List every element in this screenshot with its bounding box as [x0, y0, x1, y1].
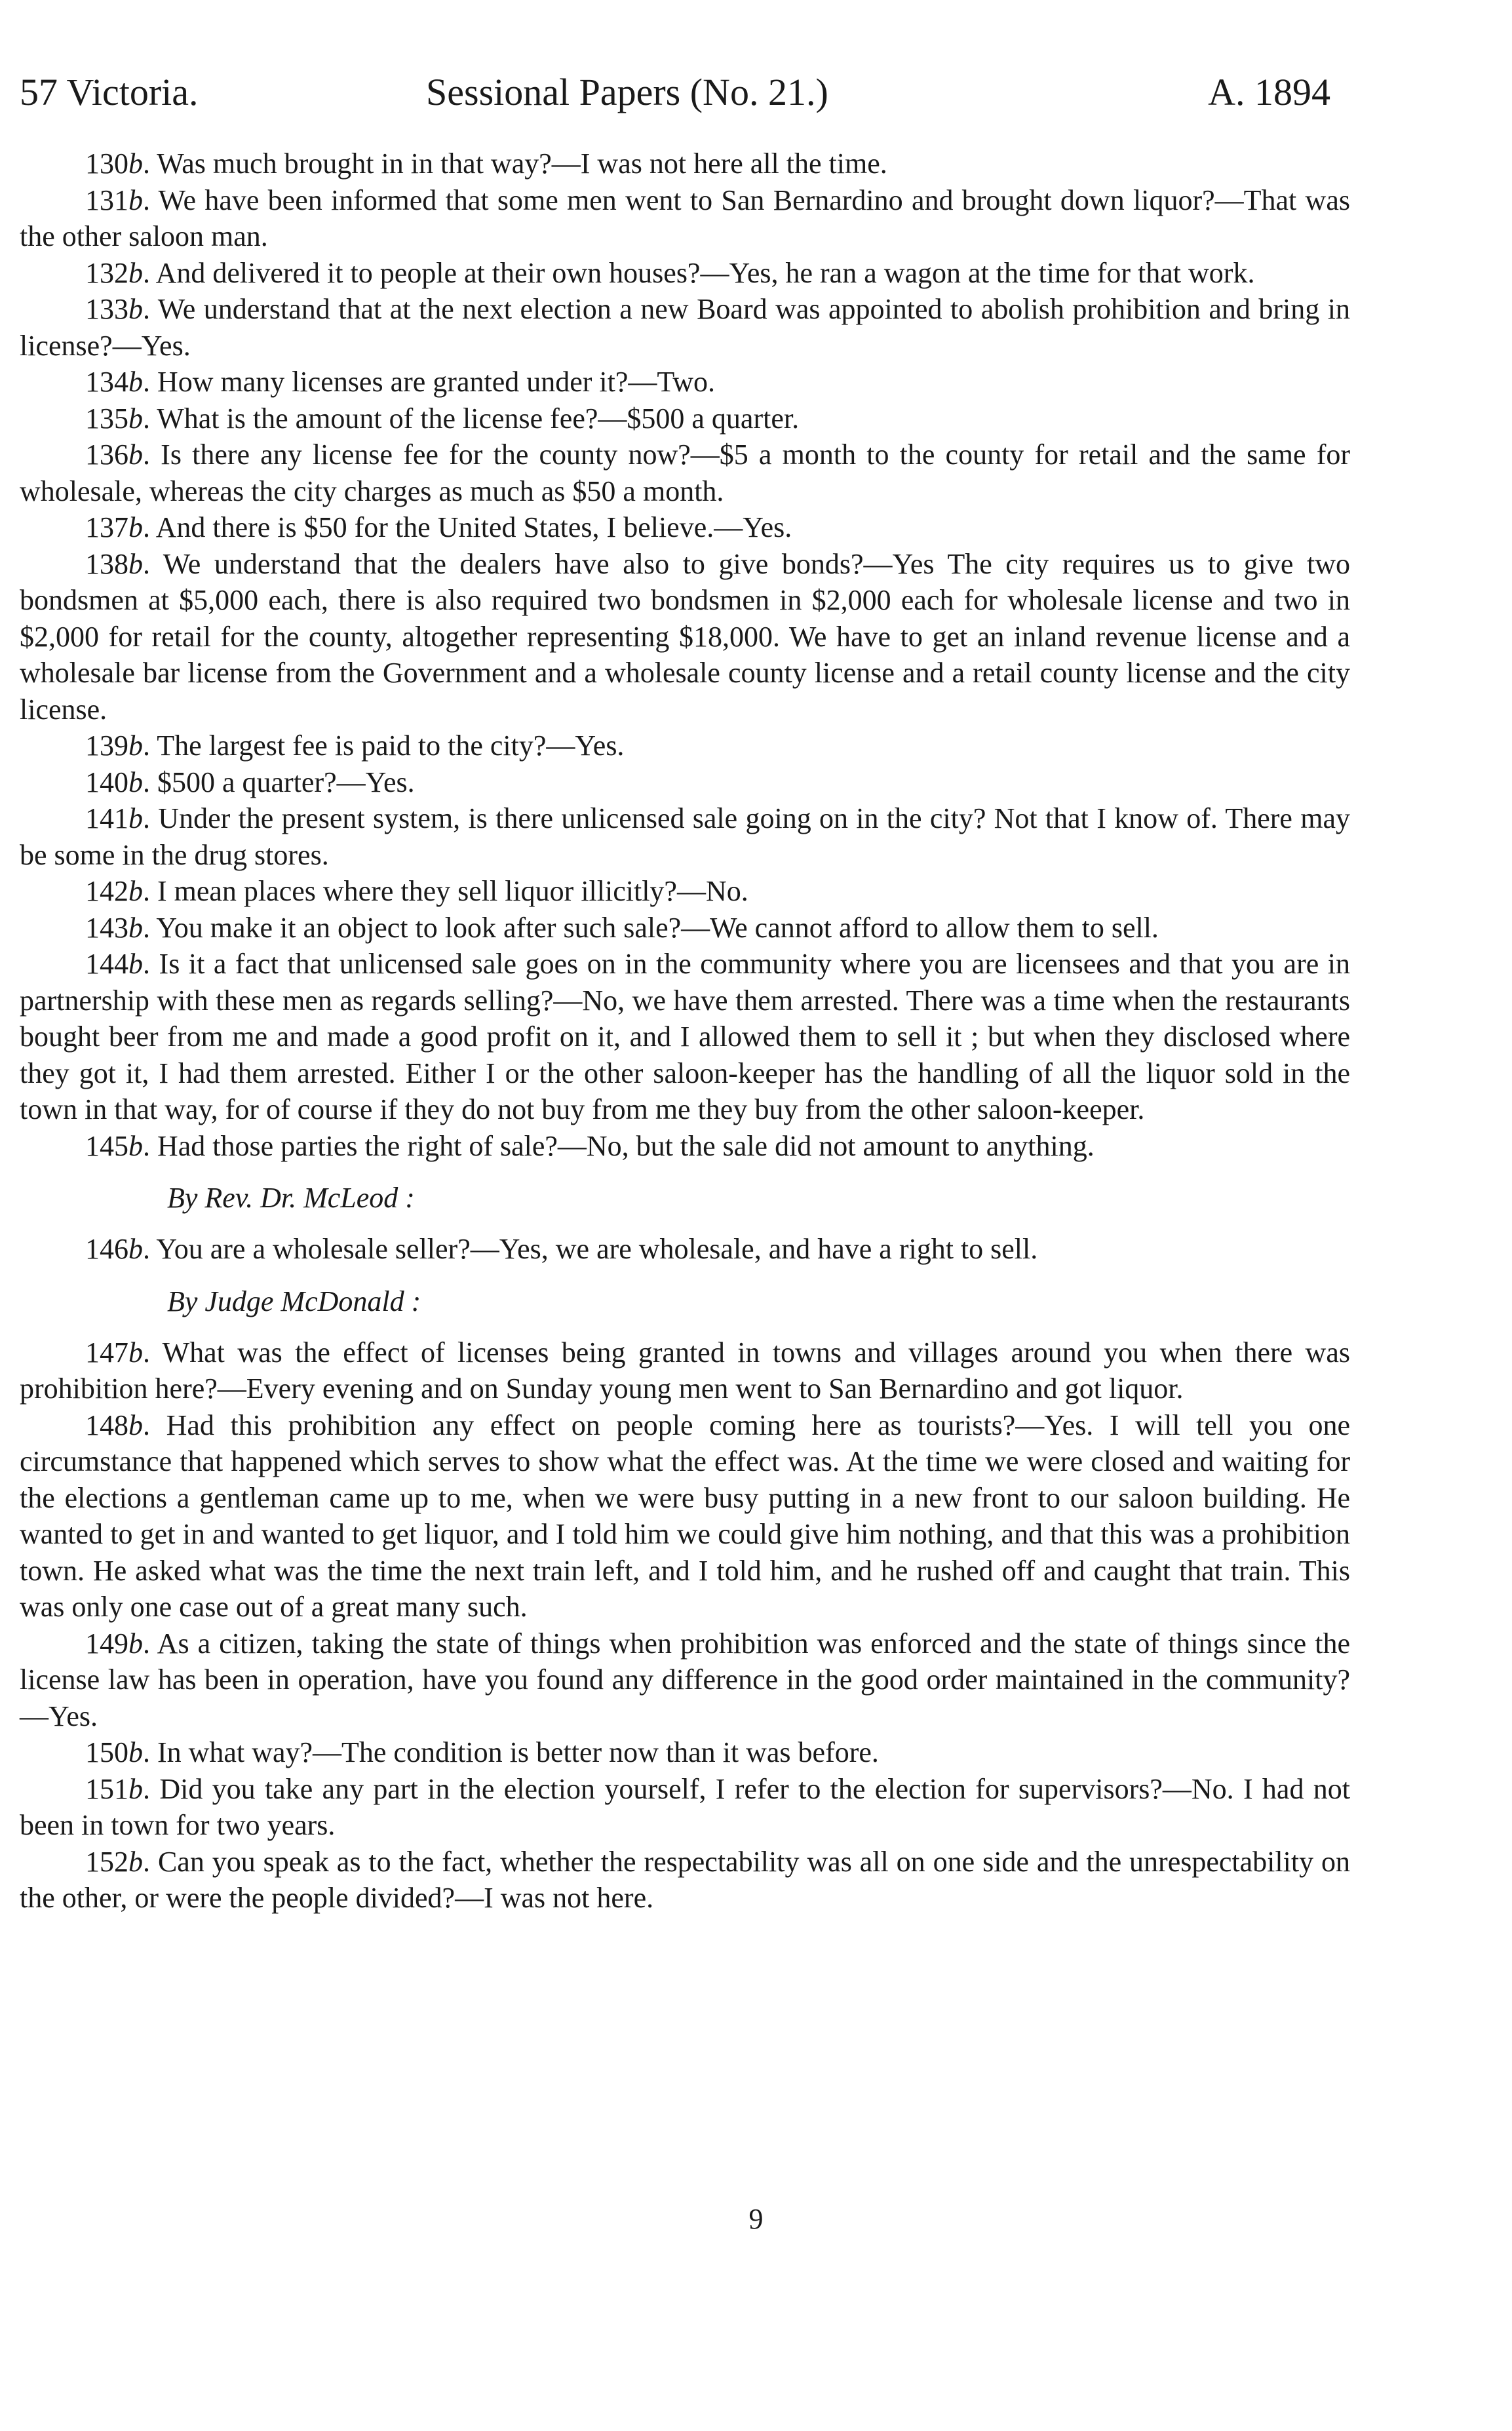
examiner-heading: By Judge McDonald :: [167, 1285, 421, 1317]
examiner-heading: By Rev. Dr. McLeod :: [167, 1182, 415, 1214]
question-answer: [20, 1771, 1350, 1844]
question-number: 136b.: [85, 438, 161, 471]
question-text: We have been informed that some men went to San Bernardino and brought down liquor?—That was the other saloon man.: [20, 184, 1350, 252]
running-header: [20, 63, 1330, 122]
question-answer: [20, 1128, 1350, 1165]
question-text: You make it an object to look after such sale?—We cannot afford to allow them to sell.: [156, 911, 1159, 944]
question-text: Under the present system, is there unlicensed sale going on in the city? Not that I know of. There may be some in the drug stores.: [20, 802, 1350, 871]
testimony-body: [20, 146, 1350, 1916]
question-number: 130b.: [85, 147, 157, 180]
question-number: 142b.: [85, 875, 157, 907]
question-answer: [20, 1844, 1350, 1916]
question-answer: [20, 437, 1350, 509]
question-number: 143b.: [85, 911, 157, 944]
question-number: 146b.: [85, 1233, 157, 1265]
page-number: 9: [748, 2203, 764, 2235]
question-number: 138b.: [85, 547, 163, 580]
question-text: Had this prohibition any effect on people coming here as tourists?—Yes. I will tell you one circumstance that happened which serves to show what the effect was. At the time we were closed and waiting for the elections a gentleman came up to me, when we were busy putting in a new front to our saloon building. He wanted to get in and wanted to get liquor, and I told him we could give him nothing, and that this was a prohibition town. He asked what was the time the next train left, and I told him, and he rushed off and caught that train. This was only one case out of a great many such.: [20, 1409, 1350, 1623]
question-number: 145b.: [85, 1129, 157, 1162]
question-answer: [20, 400, 1350, 437]
question-answer: [20, 1407, 1350, 1625]
question-number: 150b.: [85, 1736, 157, 1768]
question-text: Is it a fact that unlicensed sale goes on in the community where you are licensees and that you are in partnership with these men as regards selling?—No, we have them arrested. There was a time when the restaurants bought beer from me and made a good profit on it, and I allowed them to sell it ; but when they disclosed where they got it, I had them arrested. Either I or the other saloon-keeper has the handling of all the liquor sold in the town in that way, for of course if they do not buy from me they buy from the other saloon-keeper.: [20, 948, 1351, 1125]
question-text: Is there any license fee for the county now?—$5 a month to the county for retail and the same for wholesale, whereas the city charges as much as $50 a month.: [20, 438, 1351, 507]
question-answer: [20, 146, 1350, 182]
question-text: Was much brought in in that way?—I was not here all the time.: [157, 147, 887, 180]
question-text: We understand that the dealers have also to give bonds?—Yes The city requires us to give two bondsmen at $5,000 each, there is also required two bondsmen in $2,000 each for wholesale license and two in $2,000 for retail for the county, altogether representing $18,000. We have to get an inland revenue license and a wholesale bar license from the Government and a wholesale county license and a retail county license and the city license.: [20, 547, 1350, 726]
header-title: Sessional Papers (No. 21.): [426, 71, 828, 113]
question-answer: [20, 764, 1350, 801]
question-text: And delivered it to people at their own houses?—Yes, he ran a wagon at the time for that work.: [155, 256, 1255, 289]
question-answer: [20, 800, 1350, 873]
question-number: 140b.: [85, 766, 157, 798]
question-number: 132b.: [85, 256, 156, 289]
question-answer: [20, 873, 1350, 910]
question-answer: [20, 1625, 1350, 1735]
question-answer: [20, 182, 1350, 255]
question-answer: [20, 546, 1350, 728]
question-answer: [20, 364, 1350, 400]
question-answer: [20, 1231, 1350, 1268]
question-text: What was the effect of licenses being granted in towns and villages around you when there was prohibition here?—Every evening and on Sunday young men went to San Bernardino and got liquor.: [20, 1336, 1350, 1405]
question-text: As a citizen, taking the state of things when prohibition was enforced and the state of things since the license law has been in operation, have you found any difference in the good order maintained in the community?—Yes.: [20, 1627, 1350, 1732]
question-text: How many licenses are granted under it?—Two.: [157, 366, 715, 398]
question-number: 137b.: [85, 511, 156, 543]
question-number: 134b.: [85, 366, 157, 398]
question-text: What is the amount of the license fee?—$500 a quarter.: [157, 402, 800, 435]
question-number: 148b.: [85, 1409, 166, 1441]
question-answer: [20, 1734, 1350, 1771]
question-number: 139b.: [85, 729, 157, 762]
question-number: 151b.: [85, 1772, 160, 1805]
question-text: I mean places where they sell liquor illicitly?—No.: [157, 875, 748, 907]
question-number: 147b.: [85, 1336, 163, 1369]
question-text: You are a wholesale seller?—Yes, we are wholesale, and have a right to sell.: [156, 1233, 1038, 1265]
question-text: $500 a quarter?—Yes.: [157, 766, 415, 798]
question-answer: [20, 946, 1350, 1128]
header-year: A. 1894: [1208, 71, 1330, 113]
question-number: 133b.: [85, 293, 158, 325]
header-session: 57 Victoria.: [20, 71, 199, 113]
question-number: 131b.: [85, 184, 159, 216]
question-text: The largest fee is paid to the city?—Yes.: [157, 729, 625, 762]
question-text: And there is $50 for the United States, I believe.—Yes.: [155, 511, 792, 543]
question-answer: [20, 910, 1350, 946]
question-text: We understand that at the next election a new Board was appointed to abolish prohibition and bring in license?—Yes.: [20, 293, 1350, 362]
question-text: In what way?—The condition is better now than it was before.: [157, 1736, 879, 1768]
question-number: 135b.: [85, 402, 157, 435]
question-text: Had those parties the right of sale?—No, but the sale did not amount to anything.: [157, 1129, 1095, 1162]
question-text: Did you take any part in the election yourself, I refer to the election for supervisors?—No. I had not been in town for two years.: [20, 1772, 1351, 1841]
question-answer: [20, 291, 1350, 364]
question-answer: [20, 255, 1350, 292]
question-answer: [20, 728, 1350, 764]
question-text: Can you speak as to the fact, whether the respectability was all on one side and the unrespectability on the other, or were the people divided?—I was not here.: [20, 1845, 1350, 1914]
question-number: 141b.: [85, 802, 159, 834]
question-answer: [20, 1334, 1350, 1407]
question-answer: [20, 509, 1350, 546]
question-number: 149b.: [85, 1627, 157, 1660]
question-number: 152b.: [85, 1845, 158, 1878]
question-number: 144b.: [85, 948, 159, 980]
